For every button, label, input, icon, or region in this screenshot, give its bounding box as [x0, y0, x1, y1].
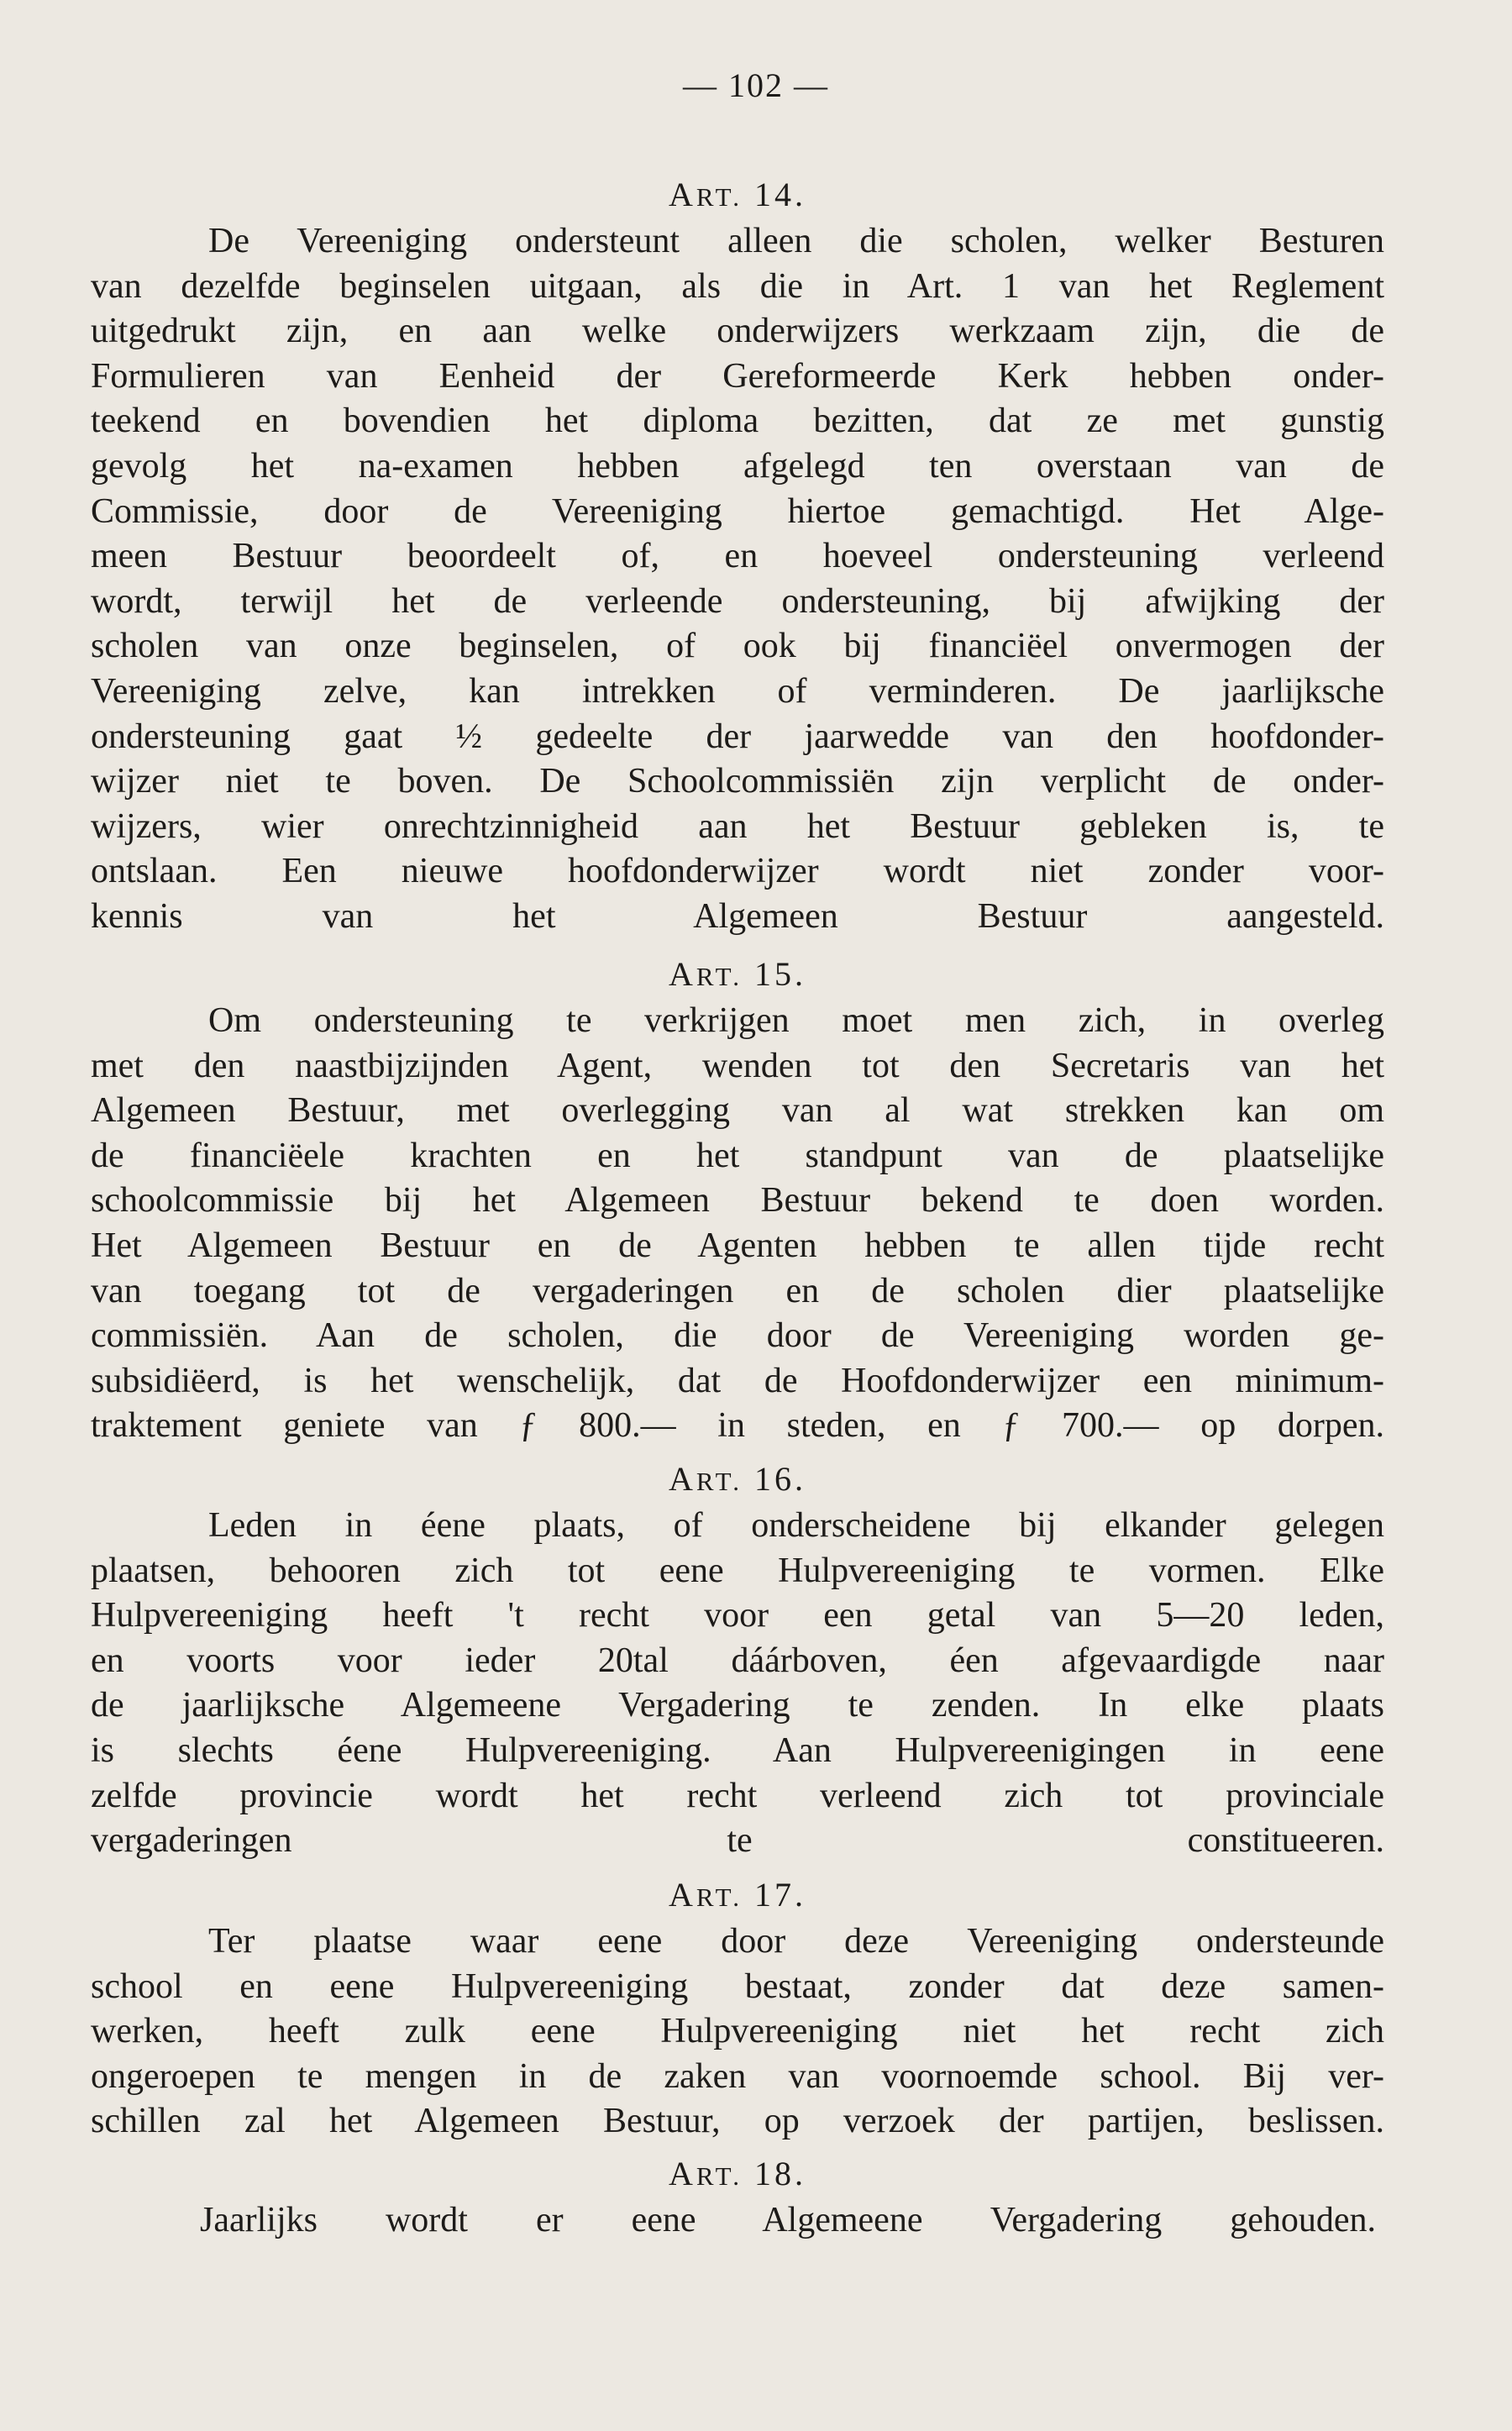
text-line: school en eene Hulpvereeniging bestaat, zonder dat deze samen- — [91, 1966, 1384, 2006]
article-number: 15. — [754, 955, 807, 993]
text-line: meen Bestuur beoordeelt of, en hoeveel ondersteuning verleend — [91, 537, 1384, 576]
heading-initial: A — [668, 955, 696, 993]
article-18 — [91, 2152, 1384, 2244]
article-body — [91, 2198, 1384, 2244]
text-line: Hulpvereeniging heeft 't recht voor een getal van 5—20 leden, — [91, 1596, 1384, 1636]
text-line: van toegang tot de vergaderingen en de scholen dier plaatselijke — [91, 1271, 1384, 1310]
text-line: Commissie, door de Vereeniging hiertoe gemachtigd. Het Alge- — [91, 491, 1384, 531]
heading-initial: A — [668, 1460, 696, 1498]
text-line: wijzers, wier onrechtzinnigheid aan het Bestuur gebleken is, te — [91, 806, 1384, 846]
article-heading — [91, 953, 1384, 999]
text-line: is slechts éene Hulpvereeniging. Aan Hulpvereenigingen in eene — [91, 1730, 1384, 1770]
text-line: van dezelfde beginselen uitgaan, als die in Art. 1 van het Reglement — [91, 266, 1384, 306]
heading-smallcaps: RT. — [696, 182, 743, 212]
heading-initial: A — [668, 2155, 696, 2192]
text-line: ongeroepen te mengen in de zaken van voornoemde school. Bij ver- — [91, 2056, 1384, 2096]
text-line: Vereeniging zelve, kan intrekken of verminderen. De jaarlijksche — [91, 671, 1384, 711]
article-number: 18. — [754, 2155, 807, 2192]
text-line: ontslaan. Een nieuwe hoofdonderwijzer wordt niet zonder voor- — [91, 852, 1384, 891]
heading-smallcaps: RT. — [696, 1467, 743, 1496]
text-line: Ter plaatse waar eene door deze Vereeniging ondersteunde — [208, 1922, 1384, 1961]
article-body — [91, 999, 1384, 1449]
text-line: gevolg het na-examen hebben afgelegd ten overstaan van de — [91, 446, 1384, 486]
article-16 — [91, 1457, 1384, 1864]
article-number: 17. — [754, 1876, 807, 1914]
text-line: wordt, terwijl het de verleende ondersteuning, bij afwijking der — [91, 581, 1384, 621]
page-number: — 102 — — [683, 66, 829, 104]
article-body — [91, 1919, 1384, 2145]
text-line: traktement geniete van ƒ 800.— in steden, en ƒ 700.— op dorpen. — [91, 1406, 1384, 1446]
text-line: de financiëele krachten en het standpunt van de plaatselijke — [91, 1136, 1384, 1175]
text-line: ondersteuning gaat ½ gedeelte der jaarwedde van den hoofdonder- — [91, 717, 1384, 756]
text-line: de jaarlijksche Algemeene Vergadering te zenden. In elke plaats — [91, 1686, 1384, 1725]
text-line: kennis van het Algemeen Bestuur aangesteld. — [91, 896, 1384, 936]
heading-smallcaps: RT. — [696, 1882, 743, 1912]
article-number: 14. — [754, 176, 807, 213]
text-line: scholen van onze beginselen, of ook bij financiëel onvermogen der — [91, 627, 1384, 666]
text-line: plaatsen, behooren zich tot eene Hulpvereeniging te vormen. Elke — [91, 1551, 1384, 1590]
article-17 — [91, 1873, 1384, 2145]
text-line: Om ondersteuning te verkrijgen moet men zich, in overleg — [208, 1001, 1384, 1040]
text-line: subsidiëerd, is het wenschelijk, dat de Hoofdonderwijzer een minimum- — [91, 1361, 1384, 1400]
heading-smallcaps: RT. — [696, 962, 743, 991]
text-line: wijzer niet te boven. De Schoolcommissiën zijn verplicht de onder- — [91, 762, 1384, 801]
text-line: Het Algemeen Bestuur en de Agenten hebben te allen tijde recht — [91, 1226, 1384, 1265]
text-line: met den naastbijzijnden Agent, wenden tot den Secretaris van het — [91, 1046, 1384, 1085]
text-line: zelfde provincie wordt het recht verleend zich tot provinciale — [91, 1776, 1384, 1815]
text-line: schillen zal het Algemeen Bestuur, op verzoek der partijen, beslissen. — [91, 2102, 1384, 2141]
text-line: werken, heeft zulk eene Hulpvereeniging niet het recht zich — [91, 2012, 1384, 2051]
text-line: teekend en bovendien het diploma bezitten, dat ze met gunstig — [91, 402, 1384, 441]
heading-initial: A — [668, 1876, 696, 1914]
text-line: Formulieren van Eenheid der Gereformeerde Kerk hebben onder- — [91, 356, 1384, 396]
text-line: Leden in éene plaats, of onderscheidene bij elkander gelegen — [208, 1506, 1384, 1545]
article-heading — [91, 1873, 1384, 1919]
heading-initial: A — [668, 176, 696, 213]
text-line: De Vereeniging ondersteunt alleen die scholen, welker Besturen — [208, 222, 1384, 260]
article-heading — [91, 173, 1384, 219]
article-heading — [91, 2152, 1384, 2198]
text-line: Algemeen Bestuur, met overlegging van al wat strekken kan om — [91, 1091, 1384, 1131]
article-body — [91, 219, 1384, 940]
text-line: commissiën. Aan de scholen, die door de Vereeniging worden ge- — [91, 1316, 1384, 1356]
text-line: en voorts voor ieder 20tal dáárboven, éen afgevaardigde naar — [91, 1641, 1384, 1680]
text-line: Jaarlijks wordt er eene Algemeene Vergadering gehouden. — [200, 2201, 1376, 2239]
article-15 — [91, 953, 1384, 1449]
text-line: uitgedrukt zijn, en aan welke onderwijzers werkzaam zijn, die de — [91, 312, 1384, 351]
article-14 — [91, 173, 1384, 940]
text-line: schoolcommissie bij het Algemeen Bestuur bekend te doen worden. — [91, 1181, 1384, 1221]
text-line: vergaderingen te constitueeren. — [91, 1821, 1384, 1861]
article-heading — [91, 1457, 1384, 1504]
article-number: 16. — [754, 1460, 807, 1498]
heading-smallcaps: RT. — [696, 2161, 743, 2191]
article-body — [91, 1504, 1384, 1864]
